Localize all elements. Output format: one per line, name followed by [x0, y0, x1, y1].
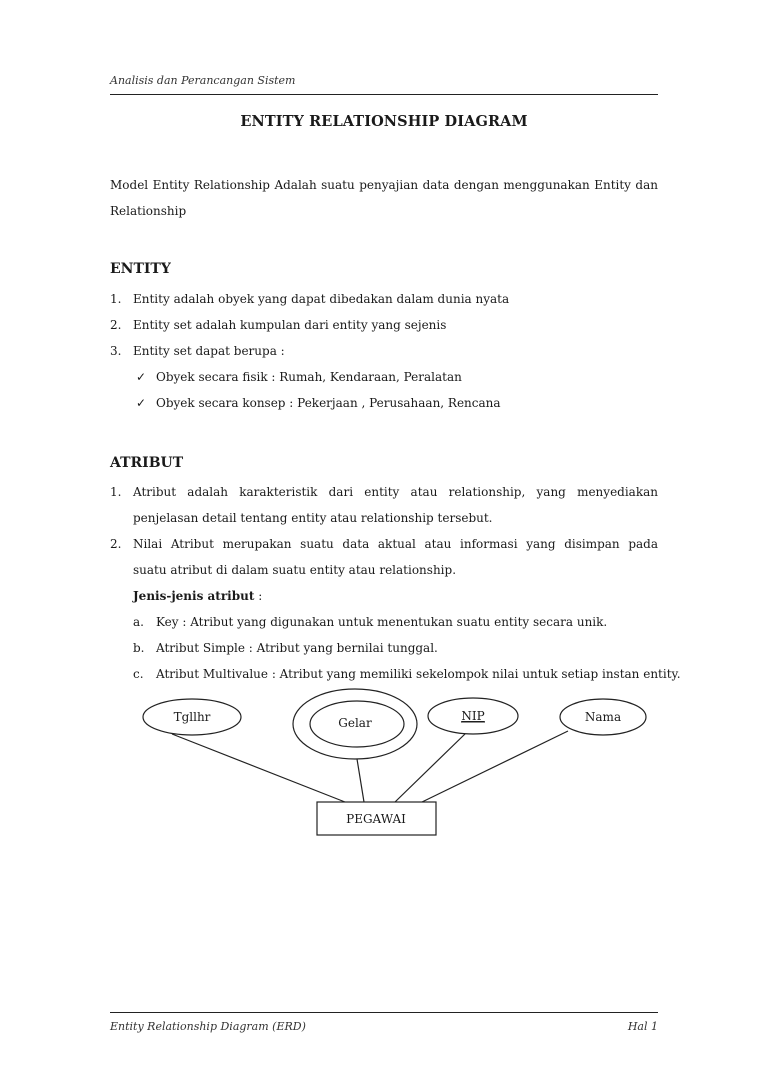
sub-item-a-letter: a. — [133, 615, 144, 629]
page-title: ENTITY RELATIONSHIP DIAGRAM — [240, 113, 528, 130]
atribut-item-1-line-2: penjelasan detail tentang entity atau relationship tersebut. — [133, 511, 493, 525]
sub-item-c-letter: c. — [133, 667, 144, 681]
connector-gelar — [357, 759, 364, 802]
sub-item-a: Key : Atribut yang digunakan untuk menentukan suatu entity secara unik. — [156, 615, 608, 629]
atribut-item-2-number: 2. — [110, 537, 122, 551]
connector-nama — [422, 731, 568, 802]
running-header: Analisis dan Perancangan Sistem — [110, 74, 296, 87]
jenis-atribut-colon: : — [254, 589, 263, 603]
sub-item-c: Atribut Multivalue : Atribut yang memiliki sekelompok nilai untuk setiap instan entity. — [156, 667, 681, 681]
atribut-item-2-line-1: Nilai Atribut merupakan suatu data aktual atau informasi yang disimpan pada — [133, 537, 658, 551]
atribut-item-1-line-1: Atribut adalah karakteristik dari entity atau relationship, yang menyediakan — [133, 485, 658, 499]
atribut-item-1-number: 1. — [110, 485, 122, 499]
page-number: Hal 1 — [627, 1020, 658, 1033]
entity-item-1-number: 1. — [110, 292, 122, 306]
intro-line-2: Relationship — [110, 204, 187, 218]
checkmark-icon: ✓ — [136, 396, 147, 410]
entity-pegawai-label: PEGAWAI — [346, 812, 406, 826]
entity-check-item-2: Obyek secara konsep : Pekerjaan , Perusahaan, Rencana — [156, 396, 501, 410]
footer-rule — [110, 1012, 658, 1013]
attribute-tgllhr-label: Tgllhr — [173, 710, 211, 724]
intro-line-1: Model Entity Relationship Adalah suatu penyajian data dengan menggunakan Entity dan — [110, 178, 658, 192]
checkmark-icon: ✓ — [136, 370, 147, 384]
attribute-gelar-label: Gelar — [338, 716, 372, 730]
entity-item-3: Entity set dapat berupa : — [133, 344, 285, 358]
entity-item-2: Entity set adalah kumpulan dari entity yang sejenis — [133, 318, 447, 332]
entity-item-2-number: 2. — [110, 318, 122, 332]
atribut-item-2-line-2: suatu atribut di dalam suatu entity atau relationship. — [133, 563, 457, 577]
running-footer: Entity Relationship Diagram (ERD) — [110, 1020, 306, 1033]
sub-item-b-letter: b. — [133, 641, 145, 655]
entity-heading: ENTITY — [110, 261, 171, 277]
entity-item-1: Entity adalah obyek yang dapat dibedakan dalam dunia nyata — [133, 292, 510, 306]
sub-item-b: Atribut Simple : Atribut yang bernilai tunggal. — [156, 641, 438, 655]
attribute-nama-label: Nama — [584, 710, 622, 724]
entity-check-item-1: Obyek secara fisik : Rumah, Kendaraan, Peralatan — [156, 370, 462, 384]
attribute-nip-label: NIP — [461, 709, 485, 723]
jenis-atribut-bold: Jenis-jenis atribut — [133, 589, 255, 603]
atribut-heading: ATRIBUT — [110, 455, 184, 471]
entity-item-3-number: 3. — [110, 344, 122, 358]
